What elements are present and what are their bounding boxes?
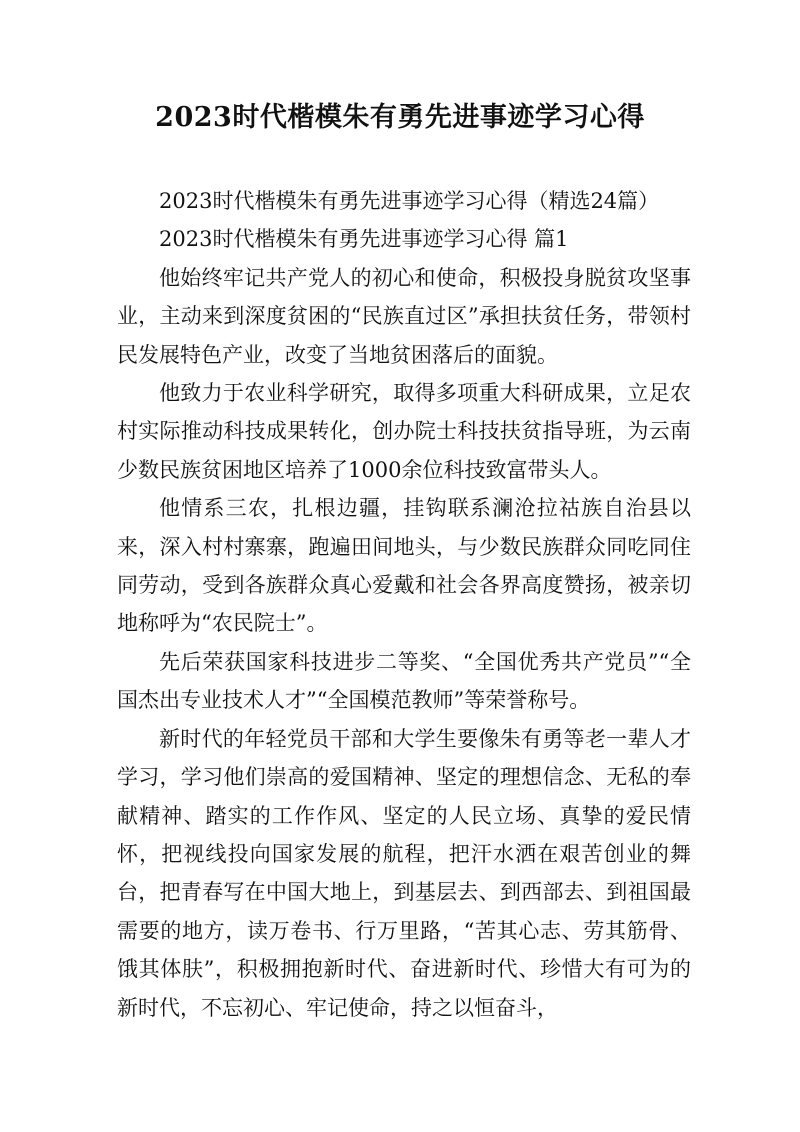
paragraph: 他致力于农业科学研究，取得多项重大科研成果，立足农村实际推动科技成果转化，创办院士科技扶贫指导班，为云南少数民族贫困地区培养了1000余位科技致富带头人。 bbox=[117, 381, 691, 482]
document-title: 2023时代楷模朱有勇先进事迹学习心得 bbox=[155, 102, 645, 133]
paragraph: 他始终牢记共产党人的初心和使命，积极投身脱贫攻坚事业，主动来到深度贫困的“民族直过区”承担扶贫任务，带领村民发展特色产业，改变了当地贫困落后的面貌。 bbox=[117, 265, 691, 367]
paragraph: 他情系三农，扎根边疆，挂钩联系澜沧拉祜族自治县以来，深入村村寨寨，跑遍田间地头，与少数民族群众同吃同住同劳动，受到各族群众真心爱戴和社会各界高度赞扬，被亲切地称呼为“农民院士”。 bbox=[117, 496, 691, 636]
document-subtitle: 2023时代楷模朱有勇先进事迹学习心得（精选24篇） bbox=[159, 189, 660, 213]
section-heading: 2023时代楷模朱有勇先进事迹学习心得 篇1 bbox=[159, 227, 569, 252]
paragraph: 先后荣获国家科技进步二等奖、“全国优秀共产党员”“全国杰出专业技术人才”“全国模范教师”等荣誉称号。 bbox=[117, 649, 691, 713]
paragraph: 新时代的年轻党员干部和大学生要像朱有勇等老一辈人才学习，学习他们崇高的爱国精神、坚定的理想信念、无私的奉献精神、踏实的工作作风、坚定的人民立场、真挚的爱民情怀，把视线投向国家发展的航程，把汗水洒在艰苦创业的舞台，把青春写在中国大地上，到基层去、到西部去、到祖国最需要的地方，读万卷书、行万里路，“苦其心志、劳其筋骨、饿其体肤”，积极拥抱新时代、奋进新时代、珍惜大有可为的新时代，不忘初心、牢记使命，持之以恒奋斗， bbox=[117, 726, 691, 1020]
document-body bbox=[117, 182, 691, 1027]
